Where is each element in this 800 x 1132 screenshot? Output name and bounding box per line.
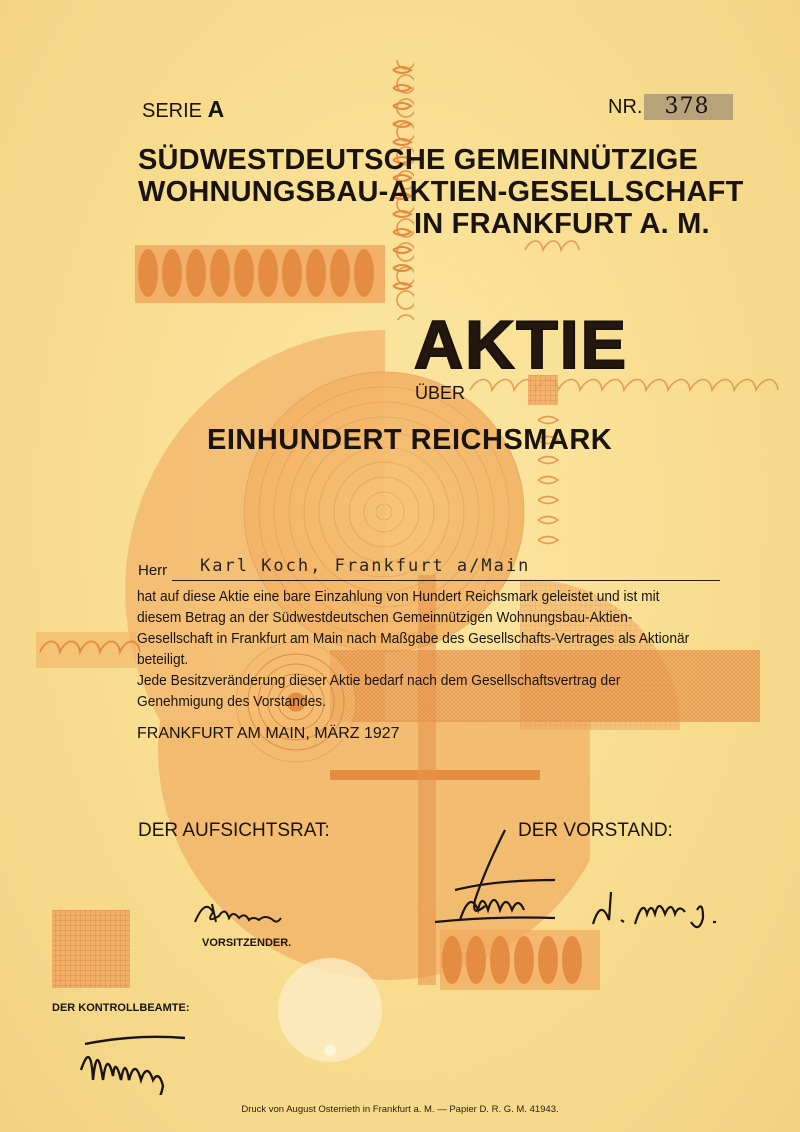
signature-vorstand-2 <box>585 880 735 940</box>
vorsitzender-label: VORSITZENDER. <box>202 937 292 949</box>
certificate-number <box>608 94 733 120</box>
serie-value: A <box>207 96 225 122</box>
ueber-text: ÜBER <box>415 383 466 403</box>
signature-vorstand-1 <box>425 820 575 935</box>
serie-label <box>142 96 224 123</box>
holder-name: Karl Koch, Frankfurt a/Main <box>200 556 531 576</box>
signature-aufsichtsrat <box>190 892 300 932</box>
company-name-line2: WOHNUNGSBAU-AKTIEN-GESELLSCHAFT <box>138 176 744 208</box>
signature-kontrollbeamte <box>75 1030 195 1095</box>
denomination: EINHUNDERT REICHSMARK <box>207 424 613 456</box>
nr-value: 378 <box>644 94 733 120</box>
company-name-line1: SÜDWESTDEUTSCHE GEMEINNÜTZIGE <box>138 144 699 176</box>
vorstand-label: DER VORSTAND: <box>518 820 673 841</box>
company-name-line3: IN FRANKFURT A. M. <box>414 208 710 240</box>
certificate-body <box>137 587 695 713</box>
kontrollbeamte-label: DER KONTROLLBEAMTE: <box>52 1002 190 1014</box>
holder-underline <box>172 580 720 581</box>
nr-label: NR. <box>608 96 643 118</box>
body-paragraph-2: Jede Besitzveränderung dieser Aktie bedarf nach dem Gesellschaftsvertrag der Genehmigung des Vorstandes. <box>137 673 621 710</box>
document-title: AKTIE <box>414 307 628 383</box>
aufsichtsrat-label: DER AUFSICHTSRAT: <box>138 820 330 841</box>
printer-imprint: Druck von August Osterrieth in Frankfurt a. M. — Papier D. R. G. M. 41943. <box>241 1104 559 1115</box>
place-date: FRANKFURT AM MAIN, MÄRZ 1927 <box>137 725 400 742</box>
body-paragraph-1: hat auf diese Aktie eine bare Einzahlung von Hundert Reichsmark geleistet und ist mit diesem Betrag an der Südwestdeutschen Gemeinnützigen Wohnungsbau-Aktien-Gesellschaft in Frankfurt am Main nach Maßgabe des Gesellschafts-Vertrages als Aktionär beteiligt. <box>137 589 690 668</box>
herr-label: Herr <box>138 562 168 579</box>
serie-text: SERIE <box>142 100 203 122</box>
